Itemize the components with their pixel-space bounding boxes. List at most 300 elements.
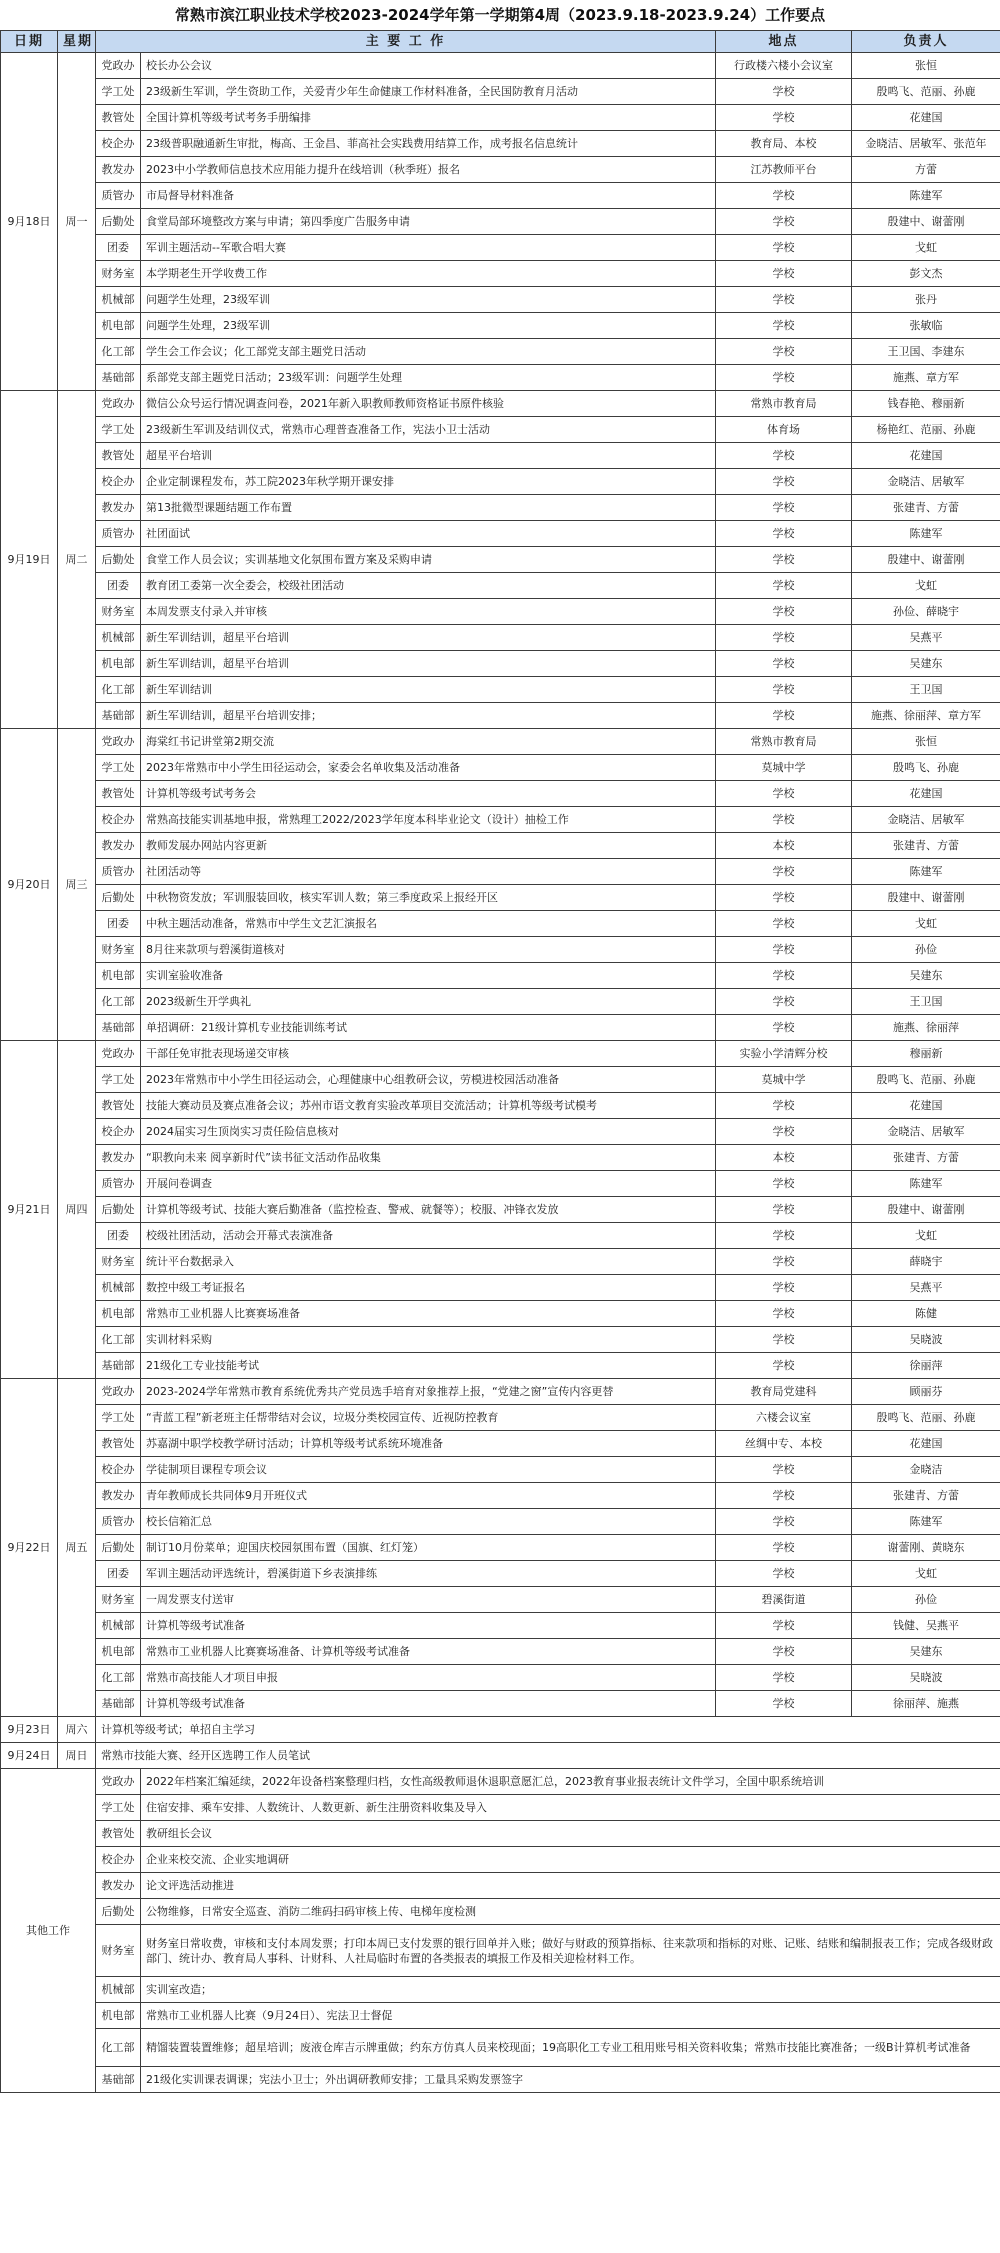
person-cell: 王卫国: [852, 989, 1000, 1015]
table-row: [1, 1119, 1000, 1145]
work-cell: 实训材料采购: [141, 1327, 716, 1353]
location-cell: 学校: [716, 235, 852, 261]
location-cell: 学校: [716, 1691, 852, 1717]
work-cell: 青年教师成长共同体9月开班仪式: [141, 1483, 716, 1509]
dept-cell: 党政办: [96, 1769, 141, 1795]
dept-cell: 教管处: [96, 105, 141, 131]
header-location: 地点: [716, 31, 852, 53]
dept-cell: 基础部: [96, 1691, 141, 1717]
person-cell: 金晓洁、居敏军、张范年: [852, 131, 1000, 157]
dept-cell: 机械部: [96, 1275, 141, 1301]
dept-cell: 基础部: [96, 703, 141, 729]
dept-cell: 财务室: [96, 599, 141, 625]
location-cell: 学校: [716, 1223, 852, 1249]
table-row: [1, 339, 1000, 365]
location-cell: 学校: [716, 1613, 852, 1639]
dept-cell: 后勤处: [96, 885, 141, 911]
table-row: [1, 1015, 1000, 1041]
work-cell: 23级普职融通新生审批，梅高、王金昌、菲高社会实践费用结算工作，成考报名信息统计: [141, 131, 716, 157]
work-cell: 常熟市工业机器人比赛赛场准备、计算机等级考试准备: [141, 1639, 716, 1665]
table-row: [1, 755, 1000, 781]
other-work-row: [1, 1873, 1000, 1899]
dept-cell: 学工处: [96, 1405, 141, 1431]
location-cell: 学校: [716, 209, 852, 235]
work-cell: “青蓝工程”新老班主任帮带结对会议，垃圾分类校园宣传、近视防控教育: [141, 1405, 716, 1431]
location-cell: 学校: [716, 599, 852, 625]
table-row: [1, 313, 1000, 339]
location-cell: 行政楼六楼小会议室: [716, 53, 852, 79]
person-cell: 张建青、方蕾: [852, 1145, 1000, 1171]
other-work-cell: 财务室日常收费，审核和支付本周发票；打印本周已支付发票的银行回单并入账；做好与财政的预算指标、往来款项和指标的对账、记账、结账和编制报表工作；完成各级财政部门、统计办、教育局人事科、计财科、人社局临时布置的各类报表的填报工作及相关迎检材料工作。: [141, 1925, 1000, 1977]
work-cell: 统计平台数据录入: [141, 1249, 716, 1275]
work-cell: 学徒制项目课程专项会议: [141, 1457, 716, 1483]
date-cell: 9月22日: [1, 1379, 58, 1717]
dept-cell: 财务室: [96, 1587, 141, 1613]
dept-cell: 财务室: [96, 261, 141, 287]
weekend-row: [1, 1743, 1000, 1769]
table-row: [1, 1535, 1000, 1561]
location-cell: 学校: [716, 1483, 852, 1509]
date-cell: 9月20日: [1, 729, 58, 1041]
dept-cell: 党政办: [96, 1041, 141, 1067]
table-row: [1, 443, 1000, 469]
dept-cell: 质管办: [96, 1171, 141, 1197]
location-cell: 学校: [716, 859, 852, 885]
other-work-row: [1, 2029, 1000, 2067]
location-cell: 莫城中学: [716, 755, 852, 781]
location-cell: 实验小学清辉分校: [716, 1041, 852, 1067]
location-cell: 学校: [716, 1327, 852, 1353]
other-work-cell: 精馏装置装置维修；超星培训；废液仓库吉示牌重做；约东方仿真人员来校现面；19高职化工专业工租用账号相关资料收集；常熟市技能比赛准备；一级B计算机考试准备: [141, 2029, 1000, 2067]
location-cell: 学校: [716, 1457, 852, 1483]
location-cell: 丝绸中专、本校: [716, 1431, 852, 1457]
work-cell: 中秋主题活动准备，常熟市中学生文艺汇演报名: [141, 911, 716, 937]
person-cell: 王卫国: [852, 677, 1000, 703]
table-row: [1, 885, 1000, 911]
work-cell: 常熟市工业机器人比赛赛场准备: [141, 1301, 716, 1327]
work-cell: 食堂工作人员会议；实训基地文化氛围布置方案及采购申请: [141, 547, 716, 573]
table-row: [1, 1457, 1000, 1483]
work-cell: 本周发票支付录入并审核: [141, 599, 716, 625]
header-person: 负责人: [852, 31, 1000, 53]
person-cell: 殷鸣飞、孙鹿: [852, 755, 1000, 781]
dept-cell: 学工处: [96, 755, 141, 781]
other-work-cell: 常熟市工业机器人比赛（9月24日）、宪法卫士督促: [141, 2003, 1000, 2029]
table-row: [1, 1301, 1000, 1327]
dept-cell: 教管处: [96, 1431, 141, 1457]
other-work-cell: 公物维修，日常安全巡查、消防二维码扫码审核上传、电梯年度检测: [141, 1899, 1000, 1925]
other-work-row: [1, 1769, 1000, 1795]
work-cell: 常熟高技能实训基地申报，常熟理工2022/2023学年度本科毕业论文（设计）抽检工作: [141, 807, 716, 833]
work-cell: 系部党支部主题党日活动；23级军训：问题学生处理: [141, 365, 716, 391]
location-cell: 学校: [716, 1015, 852, 1041]
dept-cell: 后勤处: [96, 547, 141, 573]
table-row: [1, 183, 1000, 209]
header-work: 主 要 工 作: [96, 31, 716, 53]
person-cell: 陈建军: [852, 1509, 1000, 1535]
dept-cell: 后勤处: [96, 1899, 141, 1925]
dept-cell: 党政办: [96, 1379, 141, 1405]
table-row: [1, 1431, 1000, 1457]
location-cell: 体育场: [716, 417, 852, 443]
person-cell: 吴建东: [852, 651, 1000, 677]
work-cell: 问题学生处理，23级军训: [141, 287, 716, 313]
dept-cell: 校企办: [96, 469, 141, 495]
work-cell: 食堂局部环境整改方案与申请；第四季度广告服务申请: [141, 209, 716, 235]
location-cell: 学校: [716, 651, 852, 677]
location-cell: 学校: [716, 261, 852, 287]
work-cell: 常熟市高技能人才项目申报: [141, 1665, 716, 1691]
dept-cell: 化工部: [96, 339, 141, 365]
work-cell: 苏嘉湖中职学校教学研讨活动；计算机等级考试系统环境准备: [141, 1431, 716, 1457]
person-cell: 孙俭、薛晓宇: [852, 599, 1000, 625]
table-row: [1, 287, 1000, 313]
person-cell: 吴晓波: [852, 1327, 1000, 1353]
work-cell: 一周发票支付送审: [141, 1587, 716, 1613]
person-cell: 张建青、方蕾: [852, 495, 1000, 521]
table-row: [1, 599, 1000, 625]
location-cell: 学校: [716, 625, 852, 651]
person-cell: 陈健: [852, 1301, 1000, 1327]
dept-cell: 机械部: [96, 1613, 141, 1639]
table-row: [1, 833, 1000, 859]
person-cell: 薛晓宇: [852, 1249, 1000, 1275]
dept-cell: 化工部: [96, 1665, 141, 1691]
table-row: [1, 235, 1000, 261]
person-cell: 花建国: [852, 1093, 1000, 1119]
location-cell: 学校: [716, 1509, 852, 1535]
work-cell: 第13批微型课题结题工作布置: [141, 495, 716, 521]
table-row: [1, 53, 1000, 79]
dept-cell: 质管办: [96, 1509, 141, 1535]
dept-cell: 团委: [96, 1561, 141, 1587]
location-cell: 学校: [716, 1301, 852, 1327]
location-cell: 学校: [716, 1171, 852, 1197]
work-cell: 计算机等级考试准备: [141, 1691, 716, 1717]
location-cell: 学校: [716, 703, 852, 729]
location-cell: 学校: [716, 963, 852, 989]
dept-cell: 教发办: [96, 1483, 141, 1509]
person-cell: 殷鸣飞、范丽、孙鹿: [852, 1405, 1000, 1431]
table-row: [1, 1223, 1000, 1249]
dept-cell: 机电部: [96, 313, 141, 339]
table-row: [1, 651, 1000, 677]
person-cell: 张恒: [852, 53, 1000, 79]
dept-cell: 化工部: [96, 1327, 141, 1353]
other-work-row: [1, 1977, 1000, 2003]
person-cell: 殷鸣飞、范丽、孙鹿: [852, 1067, 1000, 1093]
other-work-row: [1, 2003, 1000, 2029]
table-row: [1, 157, 1000, 183]
table-row: [1, 1197, 1000, 1223]
work-cell: 技能大赛动员及赛点准备会议；苏州市语文教育实验改革项目交流活动；计算机等级考试模考: [141, 1093, 716, 1119]
table-row: [1, 937, 1000, 963]
location-cell: 学校: [716, 1561, 852, 1587]
dept-cell: 学工处: [96, 417, 141, 443]
dept-cell: 基础部: [96, 365, 141, 391]
person-cell: 施燕、徐丽萍、章方军: [852, 703, 1000, 729]
location-cell: 学校: [716, 495, 852, 521]
table-row: [1, 1691, 1000, 1717]
person-cell: 吴建东: [852, 963, 1000, 989]
other-work-cell: 教研组长会议: [141, 1821, 1000, 1847]
location-cell: 学校: [716, 1119, 852, 1145]
location-cell: 学校: [716, 365, 852, 391]
dept-cell: 教发办: [96, 495, 141, 521]
dept-cell: 质管办: [96, 521, 141, 547]
person-cell: 陈建军: [852, 1171, 1000, 1197]
location-cell: 学校: [716, 573, 852, 599]
dept-cell: 基础部: [96, 1015, 141, 1041]
work-cell: 中秋物资发放；军训服装回收，核实军训人数；第三季度政采上报经开区: [141, 885, 716, 911]
dept-cell: 财务室: [96, 937, 141, 963]
day-cell: 周四: [58, 1041, 96, 1379]
location-cell: 学校: [716, 339, 852, 365]
location-cell: 学校: [716, 1639, 852, 1665]
work-cell: 超星平台培训: [141, 443, 716, 469]
table-row: [1, 1509, 1000, 1535]
table-row: [1, 79, 1000, 105]
work-cell: 2023级新生开学典礼: [141, 989, 716, 1015]
location-cell: 江苏教师平台: [716, 157, 852, 183]
other-work-row: [1, 1899, 1000, 1925]
dept-cell: 质管办: [96, 859, 141, 885]
work-cell: 新生军训结训，超星平台培训安排；: [141, 703, 716, 729]
work-cell: 校长办公会议: [141, 53, 716, 79]
person-cell: 张恒: [852, 729, 1000, 755]
dept-cell: 党政办: [96, 729, 141, 755]
table-row: [1, 911, 1000, 937]
location-cell: 学校: [716, 885, 852, 911]
dept-cell: 机械部: [96, 1977, 141, 2003]
header-date: 日期: [1, 31, 58, 53]
location-cell: 学校: [716, 989, 852, 1015]
location-cell: 学校: [716, 937, 852, 963]
person-cell: 陈建军: [852, 183, 1000, 209]
person-cell: 孙俭: [852, 1587, 1000, 1613]
table-row: [1, 1093, 1000, 1119]
other-work-row: [1, 1795, 1000, 1821]
work-cell: 计算机等级考试考务会: [141, 781, 716, 807]
location-cell: 学校: [716, 443, 852, 469]
table-row: [1, 1353, 1000, 1379]
person-cell: 徐丽萍、施燕: [852, 1691, 1000, 1717]
work-cell: 数控中级工考证报名: [141, 1275, 716, 1301]
dept-cell: 质管办: [96, 183, 141, 209]
table-row: [1, 1613, 1000, 1639]
person-cell: 金晓洁、居敏军: [852, 469, 1000, 495]
person-cell: 施燕、徐丽萍: [852, 1015, 1000, 1041]
dept-cell: 学工处: [96, 1795, 141, 1821]
dept-cell: 化工部: [96, 2029, 141, 2067]
dept-cell: 机电部: [96, 651, 141, 677]
table-row: [1, 495, 1000, 521]
person-cell: 吴燕平: [852, 625, 1000, 651]
table-row: [1, 521, 1000, 547]
work-cell: 学生会工作会议；化工部党支部主题党日活动: [141, 339, 716, 365]
date-cell: 9月21日: [1, 1041, 58, 1379]
work-cell: 制订10月份菜单；迎国庆校园氛围布置（国旗、红灯笼）: [141, 1535, 716, 1561]
dept-cell: 后勤处: [96, 209, 141, 235]
dept-cell: 机电部: [96, 1301, 141, 1327]
location-cell: 学校: [716, 105, 852, 131]
day-cell: 周一: [58, 53, 96, 391]
location-cell: 学校: [716, 1249, 852, 1275]
work-cell: 海棠红书记讲堂第2期交流: [141, 729, 716, 755]
dept-cell: 教发办: [96, 1873, 141, 1899]
person-cell: 顾丽芬: [852, 1379, 1000, 1405]
person-cell: 吴晓波: [852, 1665, 1000, 1691]
table-row: [1, 1249, 1000, 1275]
dept-cell: 机械部: [96, 625, 141, 651]
day-cell: 周五: [58, 1379, 96, 1717]
table-row: [1, 859, 1000, 885]
other-work-cell: 住宿安排、乘车安排、人数统计、人数更新、新生注册资料收集及导入: [141, 1795, 1000, 1821]
work-cell: 2023中小学教师信息技术应用能力提升在线培训（秋季班）报名: [141, 157, 716, 183]
table-row: [1, 1665, 1000, 1691]
location-cell: 学校: [716, 287, 852, 313]
table-row: [1, 1275, 1000, 1301]
location-cell: 莫城中学: [716, 1067, 852, 1093]
other-work-row: [1, 1821, 1000, 1847]
work-cell: 新生军训结训: [141, 677, 716, 703]
person-cell: 戈虹: [852, 1561, 1000, 1587]
location-cell: 教育局、本校: [716, 131, 852, 157]
weekend-work-cell: 常熟市技能大赛、经开区选聘工作人员笔试: [96, 1743, 1000, 1769]
other-work-label: 其他工作: [1, 1769, 96, 2093]
table-row: [1, 1171, 1000, 1197]
person-cell: 花建国: [852, 105, 1000, 131]
other-work-cell: 企业来校交流、企业实地调研: [141, 1847, 1000, 1873]
dept-cell: 教发办: [96, 157, 141, 183]
document-title: 常熟市滨江职业技术学校2023-2024学年第一学期第4周（2023.9.18-2023.9.24）工作要点: [174, 6, 826, 24]
work-cell: 教育团工委第一次全委会，校级社团活动: [141, 573, 716, 599]
table-row: [1, 1145, 1000, 1171]
person-cell: 殷建中、谢蕾刚: [852, 1197, 1000, 1223]
dept-cell: 校企办: [96, 1847, 141, 1873]
dept-cell: 基础部: [96, 2067, 141, 2093]
date-cell: 9月19日: [1, 391, 58, 729]
work-cell: 单招调研：21级计算机专业技能训练考试: [141, 1015, 716, 1041]
work-cell: 企业定制课程发布，苏工院2023年秋学期开课安排: [141, 469, 716, 495]
table-row: [1, 677, 1000, 703]
location-cell: 学校: [716, 677, 852, 703]
table-row: [1, 1067, 1000, 1093]
person-cell: 金晓洁、居敏军: [852, 807, 1000, 833]
work-cell: 新生军训结训，超星平台培训: [141, 651, 716, 677]
other-work-row: [1, 2067, 1000, 2093]
dept-cell: 化工部: [96, 677, 141, 703]
dept-cell: 教发办: [96, 1145, 141, 1171]
other-work-cell: 论文评选活动推进: [141, 1873, 1000, 1899]
dept-cell: 学工处: [96, 1067, 141, 1093]
work-cell: 全国计算机等级考试考务手册编排: [141, 105, 716, 131]
date-cell: 9月18日: [1, 53, 58, 391]
location-cell: 六楼会议室: [716, 1405, 852, 1431]
header-day: 星期: [58, 31, 96, 53]
dept-cell: 党政办: [96, 53, 141, 79]
person-cell: 戈虹: [852, 573, 1000, 599]
date-cell: 9月23日: [1, 1717, 58, 1743]
day-cell: 周日: [58, 1743, 96, 1769]
table-row: [1, 131, 1000, 157]
person-cell: 张丹: [852, 287, 1000, 313]
schedule-table: [0, 30, 1000, 2093]
work-cell: 问题学生处理，23级军训: [141, 313, 716, 339]
location-cell: 学校: [716, 313, 852, 339]
person-cell: 钱春艳、穆丽新: [852, 391, 1000, 417]
person-cell: 陈建军: [852, 521, 1000, 547]
table-row: [1, 989, 1000, 1015]
table-row: [1, 365, 1000, 391]
location-cell: 学校: [716, 1093, 852, 1119]
date-cell: 9月24日: [1, 1743, 58, 1769]
dept-cell: 财务室: [96, 1249, 141, 1275]
location-cell: 学校: [716, 79, 852, 105]
person-cell: 谢蕾刚、黄晓东: [852, 1535, 1000, 1561]
work-cell: 微信公众号运行情况调查问卷，2021年新入职教师教师资格证书原件核验: [141, 391, 716, 417]
work-cell: 社团活动等: [141, 859, 716, 885]
table-row: [1, 573, 1000, 599]
work-cell: 军训主题活动--军歌合唱大赛: [141, 235, 716, 261]
table-row: [1, 1405, 1000, 1431]
dept-cell: 校企办: [96, 131, 141, 157]
work-cell: “职教向未来 阅享新时代”读书征文活动作品收集: [141, 1145, 716, 1171]
weekend-row: [1, 1717, 1000, 1743]
dept-cell: 教管处: [96, 1821, 141, 1847]
table-row: [1, 261, 1000, 287]
location-cell: 学校: [716, 807, 852, 833]
person-cell: 施燕、章方军: [852, 365, 1000, 391]
dept-cell: 教发办: [96, 833, 141, 859]
location-cell: 学校: [716, 521, 852, 547]
table-row: [1, 391, 1000, 417]
person-cell: 张敏临: [852, 313, 1000, 339]
table-row: [1, 1327, 1000, 1353]
work-cell: 市局督导材料准备: [141, 183, 716, 209]
table-row: [1, 1587, 1000, 1613]
other-work-row: [1, 1925, 1000, 1977]
location-cell: 本校: [716, 833, 852, 859]
dept-cell: 教管处: [96, 781, 141, 807]
dept-cell: 团委: [96, 235, 141, 261]
location-cell: 学校: [716, 781, 852, 807]
person-cell: 方蕾: [852, 157, 1000, 183]
location-cell: 碧溪街道: [716, 1587, 852, 1613]
dept-cell: 后勤处: [96, 1197, 141, 1223]
dept-cell: 教管处: [96, 443, 141, 469]
day-cell: 周二: [58, 391, 96, 729]
work-cell: 2023-2024学年常熟市教育系统优秀共产党员选手培育对象推荐上报，“党建之窗”宣传内容更替: [141, 1379, 716, 1405]
table-row: [1, 807, 1000, 833]
person-cell: 殷建中、谢蕾刚: [852, 885, 1000, 911]
location-cell: 学校: [716, 1535, 852, 1561]
work-cell: 校长信箱汇总: [141, 1509, 716, 1535]
dept-cell: 财务室: [96, 1925, 141, 1977]
person-cell: 戈虹: [852, 911, 1000, 937]
person-cell: 张建青、方蕾: [852, 833, 1000, 859]
dept-cell: 校企办: [96, 807, 141, 833]
location-cell: 本校: [716, 1145, 852, 1171]
work-cell: 2024届实习生顶岗实习责任险信息核对: [141, 1119, 716, 1145]
person-cell: 花建国: [852, 1431, 1000, 1457]
work-cell: 2023年常熟市中小学生田径运动会，家委会名单收集及活动准备: [141, 755, 716, 781]
location-cell: 常熟市教育局: [716, 729, 852, 755]
table-row: [1, 105, 1000, 131]
person-cell: 吴燕平: [852, 1275, 1000, 1301]
table-row: [1, 1379, 1000, 1405]
dept-cell: 校企办: [96, 1119, 141, 1145]
